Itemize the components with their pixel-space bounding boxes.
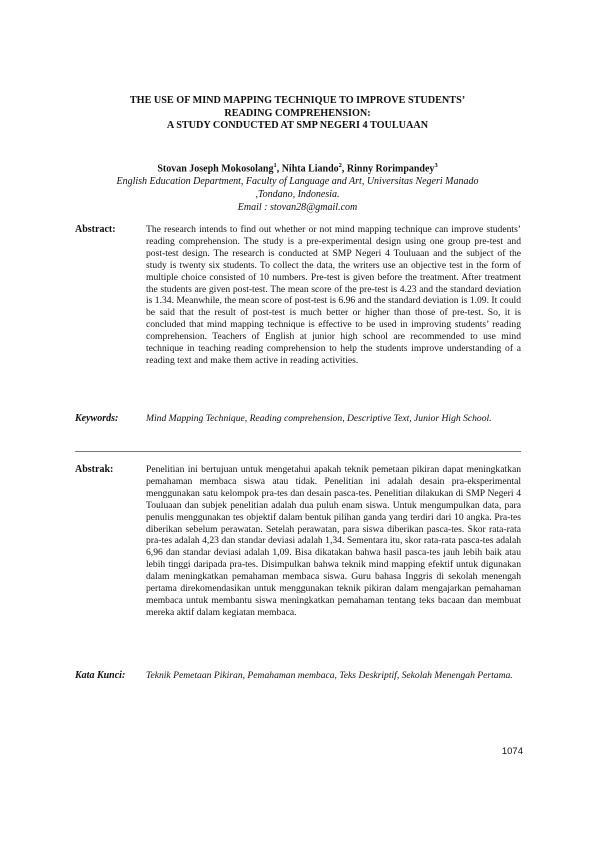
author-3-affil-mark: 3 xyxy=(434,162,438,169)
affiliation-line-2: ,Tondano, Indonesia. xyxy=(255,189,340,201)
author-2-affil-mark: 2 xyxy=(338,162,342,169)
abstract-label: Abstract: xyxy=(75,224,116,235)
abstrak-label: Abstrak: xyxy=(75,464,114,475)
paper-title xyxy=(80,95,515,133)
affiliation-line-1: English Education Department, Faculty of Language and Art, Universitas Negeri Manado xyxy=(116,176,479,188)
kata-kunci-text: Teknik Pemetaan Pikiran, Pemahaman membaca, Teks Deskriptif, Sekolah Menengah Pertama. xyxy=(146,670,513,681)
author-block xyxy=(60,159,535,214)
kata-kunci-label: Kata Kunci: xyxy=(75,670,126,681)
abstrak-text: Penelitian ini bertujuan untuk mengetahui apakah teknik pemetaan pikiran dapat meningkatkan pemahaman membaca siswa atau tidak. Penelitian ini adalah desain pra-eksperimental menggunakan satu kelompok pra-tes dan desain pasca-tes. Penelitian dilakukan di SMP Negeri 4 Touluaan dan subjek penelitian adalah dua puluh enam siswa. Untuk mengumpulkan data, para penulis menggunakan tes objektif dalam bentuk pilihan ganda yang terdiri dari 10 angka. Pra-tes diberikan sebelum perawatan. Setelah perawatan, para siswa diberikan pasca-tes. Skor rata-rata pra-tes adalah 4,23 dan standar deviasi adalah 1,34. Sementara itu, skor rata-rata pasca-tes adalah 6,96 dan standar deviasi adalah 1,09. Bisa dikatakan bahwa hasil pasca-tes jauh lebih baik atau lebih tinggi daripada pra-tes. Disimpulkan bahwa teknik mind mapping efektif untuk digunakan dalam meningkatkan pemahaman membaca siswa. Guru bahasa Inggris di sekolah menengah pertama direkomendasikan untuk menggunakan teknik pikiran dalam mengajarkan pemahaman membaca untuk membantu siswa meningkatkan pemahaman tentang teks bacaan dan membuat mereka aktif dalam kegiatan membaca. xyxy=(146,464,521,618)
author-1: Stovan Joseph Mokosolang xyxy=(157,163,274,175)
keywords-text: Mind Mapping Technique, Reading comprehension, Descriptive Text, Junior High School. xyxy=(146,413,492,424)
author-names: Stovan Joseph Mokosolang$^1$, Nihta Liando$^2$, Rinny Rorimpandey$^3$ xyxy=(157,162,438,175)
author-3: Rinny Rorimpandey xyxy=(346,163,435,175)
title-line-2: READING COMPREHENSION: xyxy=(224,107,371,119)
abstract-text: The research intends to find out whether or not mind mapping technique can improve students’ reading comprehension. The study is a pre-experimental design using one group pre-test and post-test design. The research is conducted at SMP Negeri 4 Touluaan and the subject of the study is twenty six students. To collect the data, the writers use an objective test in the form of multiple choice consisted of 10 numbers. Pre-test is given before the treatment. After treatment the students are given post-test. The mean score of the pre-test is 4.23 and the standard deviation is 1.34. Meanwhile, the mean score of post-test is 6.96 and the standard deviation is 1.09. It could be said that the result of post-test is much better or higher than those of pre-test. So, it is concluded that mind mapping technique is effective to be used in improving students’ reading comprehension. Teachers of English at junior high school are recommended to use mind technique in teaching reading comprehension to help the students improve understanding of a reading text and make them active in reading activities. xyxy=(146,224,521,366)
author-email: Email : stovan28@gmail.com xyxy=(237,202,358,214)
keywords-label: Keywords: xyxy=(75,413,119,424)
section-divider xyxy=(75,451,521,452)
title-line-1: THE USE OF MIND MAPPING TECHNIQUE TO IMPROVE STUDENTS’ xyxy=(129,95,466,106)
author-1-affil-mark: 1 xyxy=(273,162,277,169)
page-number: 1074 xyxy=(501,746,523,757)
title-line-3: A STUDY CONDUCTED AT SMP NEGERI 4 TOULUAAN xyxy=(166,120,429,131)
author-2: Nihta Liando xyxy=(281,163,339,175)
